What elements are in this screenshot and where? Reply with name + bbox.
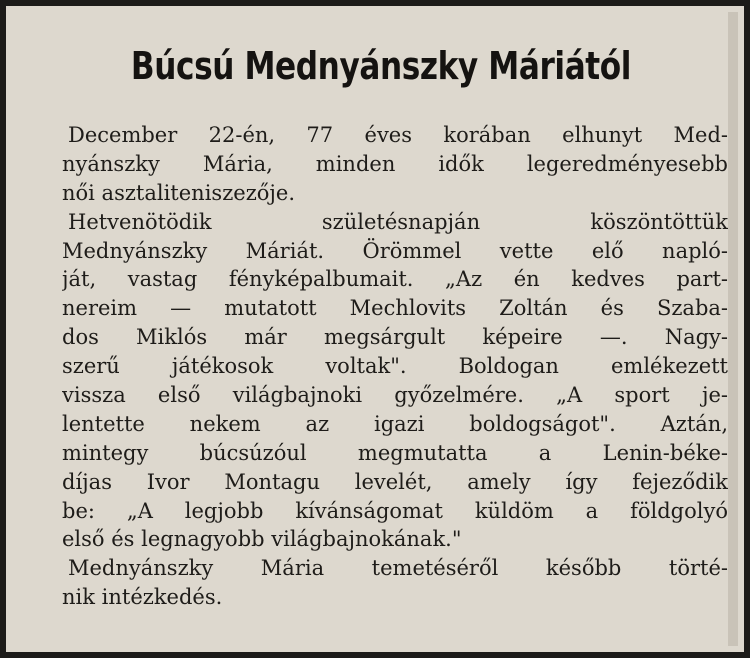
article-line: lentette nekem az igazi boldogságot". Aztán, xyxy=(62,411,728,436)
article-line: Hetvenötödik születésnapján köszöntöttük xyxy=(68,209,728,234)
article-line: mintegy búcsúzóul megmutatta a Lenin-béke- xyxy=(62,440,728,465)
article-line: vissza első világbajnoki győzelmére. „A sport je- xyxy=(62,383,728,408)
article-line: December 22-én, 77 éves korában elhunyt Med- xyxy=(68,123,728,147)
article-line: nyánszky Mária, minden idők legeredményesebb xyxy=(62,151,728,176)
article-line: Mednyánszky Máriát. Örömmel vette elő napló- xyxy=(62,238,728,263)
article-body xyxy=(62,121,728,612)
article-line: dos Miklós már megsárgult képeire —. Nagy- xyxy=(62,325,728,350)
article-line: női asztaliteniszezője. xyxy=(62,180,296,205)
article-line: díjas Ivor Montagu levelét, amely így fejeződik xyxy=(62,469,728,494)
article-line: be: „A legjobb kívánságomat küldöm a földgolyó xyxy=(62,498,728,523)
article-line: szerű játékosok voltak". Boldogan emlékezett xyxy=(62,354,728,379)
article-line: Mednyánszky Mária temetéséről később törté- xyxy=(68,556,728,581)
article-line: nereim — mutatott Mechlovits Zoltán és Szaba- xyxy=(62,296,728,321)
article-line: nik intézkedés. xyxy=(62,585,223,610)
article-line: első és legnagyobb világbajnokának." xyxy=(62,527,462,552)
article-title: Búcsú Mednyánszky Máriától xyxy=(130,44,632,88)
article-line: ját, vastag fényképalbumait. „Az én kedves part- xyxy=(62,267,728,292)
